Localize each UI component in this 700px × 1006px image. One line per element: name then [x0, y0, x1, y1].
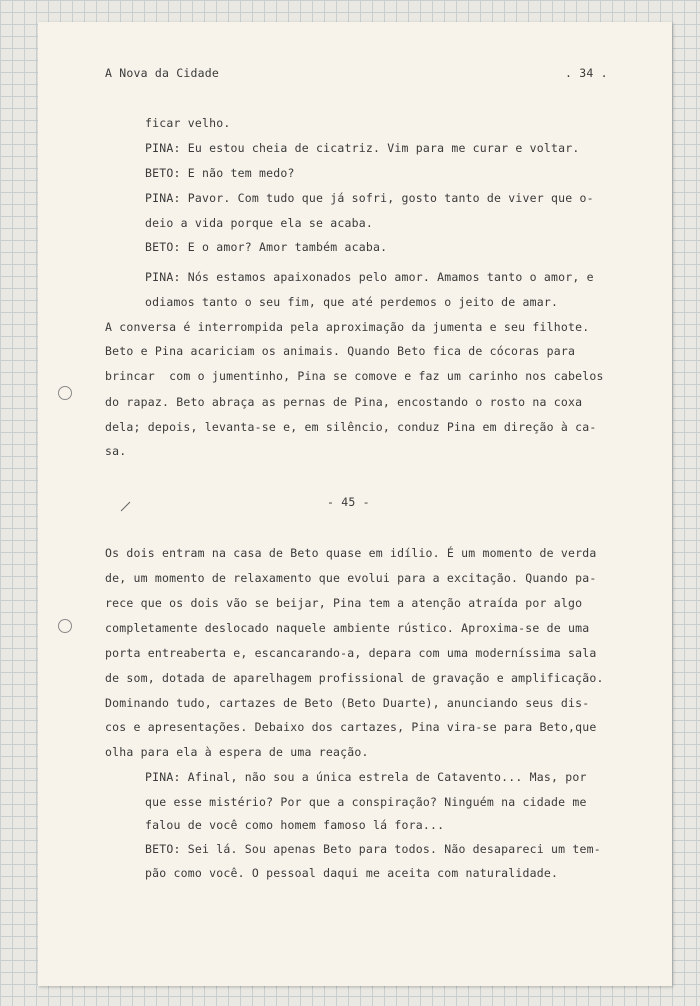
text-line: A conversa é interrompida pela aproximação da jumenta e seu filhote. [105, 320, 590, 334]
text-line: de, um momento de relaxamento que evolui para a excitação. Quando pa- [105, 571, 597, 585]
pencil-tick-icon [120, 500, 132, 512]
text-line: PINA: Afinal, não sou a única estrela de Catavento... Mas, por [145, 770, 587, 784]
text-line: cos e apresentações. Debaixo dos cartazes, Pina vira-se para Beto,que [105, 720, 597, 734]
text-line: rece que os dois vão se beijar, Pina tem a atenção atraída por algo [105, 596, 583, 610]
text-line: porta entreaberta e, escancarando-a, depara com uma moderníssima sala [105, 646, 597, 660]
text-line: odiamos tanto o seu fim, que até perdemos o jeito de amar. [145, 295, 559, 309]
running-title: A Nova da Cidade [105, 66, 219, 80]
text-line: PINA: Eu estou cheia de cicatriz. Vim para me curar e voltar. [145, 141, 580, 155]
page-number: . 34 . [565, 66, 608, 80]
text-line: Beto e Pina acariciam os animais. Quando Beto fica de cócoras para [105, 344, 576, 358]
text-line: brincar com o jumentinho, Pina se comove e faz um carinho nos cabelos [105, 369, 604, 383]
text-line: BETO: Sei lá. Sou apenas Beto para todos. Não desapareci um tem- [145, 842, 601, 856]
text-line: PINA: Nós estamos apaixonados pelo amor. Amamos tanto o amor, e [145, 270, 594, 284]
text-line: que esse mistério? Por que a conspiração? Ninguém na cidade me [145, 795, 587, 809]
text-line: do rapaz. Beto abraça as pernas de Pina, encostando o rosto na coxa [105, 395, 583, 409]
punch-hole-icon [58, 386, 72, 400]
text-line: pão como você. O pessoal daqui me aceita com naturalidade. [145, 866, 559, 880]
text-line: BETO: E o amor? Amor também acaba. [145, 240, 388, 254]
text-line: dela; depois, levanta-se e, em silêncio, conduz Pina em direção à ca- [105, 420, 597, 434]
text-line: olha para ela à espera de uma reação. [105, 745, 369, 759]
text-line: deio a vida porque ela se acaba. [145, 216, 373, 230]
text-line: de som, dotada de aparelhagem profissional de gravação e amplificação. [105, 671, 604, 685]
punch-hole-icon [58, 619, 72, 633]
text-line: ficar velho. [145, 116, 231, 130]
text-line: sa. [105, 444, 127, 458]
section-number: - 45 - [327, 495, 370, 509]
text-line: falou de você como homem famoso lá fora... [145, 818, 445, 832]
text-line: Os dois entram na casa de Beto quase em idílio. É um momento de verda [105, 546, 597, 560]
text-line: PINA: Pavor. Com tudo que já sofri, gosto tanto de viver que o- [145, 191, 594, 205]
text-line: BETO: E não tem medo? [145, 166, 295, 180]
text-line: Dominando tudo, cartazes de Beto (Beto Duarte), anunciando seus dis- [105, 696, 590, 710]
text-line: completamente deslocado naquele ambiente rústico. Aproxima-se de uma [105, 621, 590, 635]
